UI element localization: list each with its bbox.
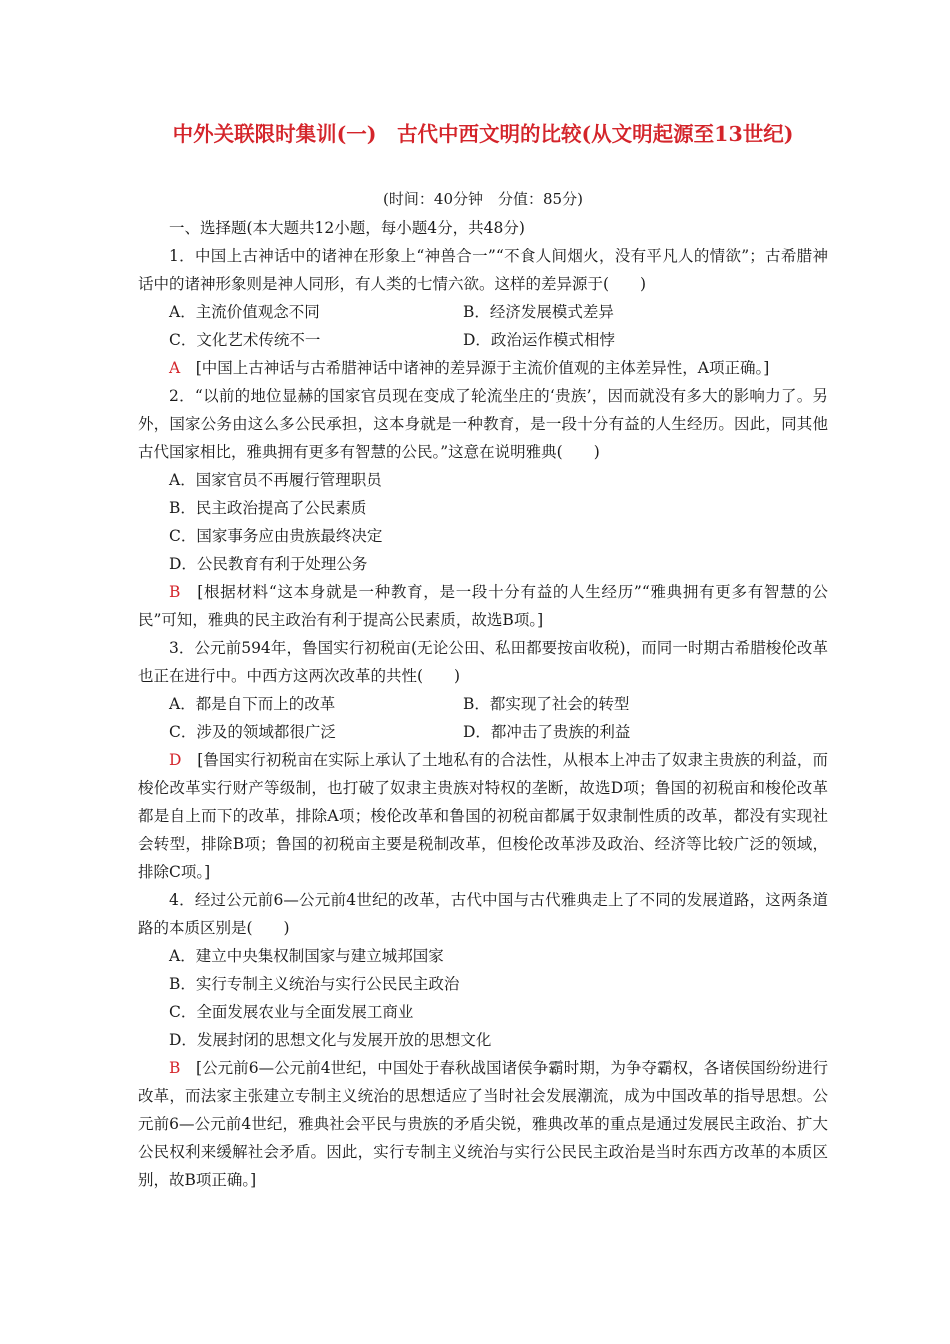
question-stem: 4．经过公元前6—公元前4世纪的改革，古代中国与古代雅典走上了不同的发展道路，这两条道路的本质区别是( )	[138, 891, 828, 937]
option-d: D．政治运作模式相悖	[463, 331, 615, 349]
answer-explanation: [鲁国实行初税亩在实际上承认了土地私有的合法性，从根本上冲击了奴隶主贵族的利益，而梭伦改革实行财产等级制，也打破了奴隶主贵族对特权的垄断，故选D项；鲁国的初税亩和梭伦改革都是自上而下的改革，排除A项；梭伦改革和鲁国的初税亩都属于奴隶制性质的改革，都没有实现社会转型，排除B项；鲁国的初税亩主要是税制改革，但梭伦改革涉及政治、经济等比较广泛的领域，排除C项。]	[138, 751, 828, 881]
time-score-info: (时间：40分钟 分值：85分)	[383, 190, 583, 208]
question-stem: 2．“以前的地位显赫的国家官员现在变成了轮流坐庄的‘贵族’，因而就没有多大的影响力了。另外，国家公务由这么多公民承担，这本身就是一种教育，是一段十分有益的人生经历。因此，同其他古代国家相比，雅典拥有更多有智慧的公民。”这意在说明雅典( )	[138, 387, 828, 461]
options-row	[138, 326, 828, 354]
answer-block	[138, 746, 828, 886]
question-2	[138, 382, 828, 634]
option-c: C．全面发展农业与全面发展工商业	[169, 1003, 414, 1021]
answer-block	[138, 1054, 828, 1194]
answer-explanation: [中国上古神话与古希腊神话中诸神的差异源于主流价值观的主体差异性，A项正确。]	[195, 359, 770, 377]
answer-letter: B	[169, 1059, 181, 1077]
question-1	[138, 242, 828, 382]
options-row	[138, 298, 828, 326]
option-a: A．建立中央集权制国家与建立城邦国家	[169, 947, 444, 965]
option-d: D．公民教育有利于处理公务	[169, 555, 368, 573]
option-c: C．涉及的领域都很广泛	[169, 723, 336, 741]
answer-block	[138, 578, 828, 634]
options-row	[138, 690, 828, 718]
answer-explanation: [根据材料“这本身就是一种教育，是一段十分有益的人生经历”“雅典拥有更多有智慧的公民”可知，雅典的民主政治有利于提高公民素质，故选B项。]	[138, 583, 828, 629]
option-c: C．国家事务应由贵族最终决定	[169, 527, 383, 545]
question-stem: 3．公元前594年，鲁国实行初税亩(无论公田、私田都要按亩收税)，而同一时期古希腊梭伦改革也正在进行中。中西方这两次改革的共性( )	[138, 639, 828, 685]
answer-letter: D	[169, 751, 182, 769]
option-d: D．都冲击了贵族的利益	[463, 723, 631, 741]
section-heading: 一、选择题(本大题共12小题，每小题4分，共48分)	[169, 219, 525, 237]
answer-letter: B	[169, 583, 181, 601]
option-b: B．民主政治提高了公民素质	[169, 499, 367, 517]
question-stem: 1．中国上古神话中的诸神在形象上“神兽合一”“不食人间烟火，没有平凡人的情欲”；古希腊神话中的诸神形象则是神人同形，有人类的七情六欲。这样的差异源于( )	[138, 247, 828, 293]
option-d: D．发展封闭的思想文化与发展开放的思想文化	[169, 1031, 492, 1049]
question-4	[138, 886, 828, 1194]
option-b: B．经济发展模式差异	[463, 303, 614, 321]
option-a: A．国家官员不再履行管理职员	[169, 471, 382, 489]
answer-letter: A	[169, 359, 181, 377]
answer-block	[138, 354, 828, 382]
answer-explanation: [公元前6—公元前4世纪，中国处于春秋战国诸侯争霸时期，为争夺霸权，各诸侯国纷纷进行改革，而法家主张建立专制主义统治的思想适应了当时社会发展潮流，成为中国改革的指导思想。公元前6—公元前4世纪，雅典社会平民与贵族的矛盾尖锐，雅典改革的重点是通过发展民主政治、扩大公民权利来缓解社会矛盾。因此，实行专制主义统治与实行公民民主政治是当时东西方改革的本质区别，故B项正确。]	[138, 1059, 828, 1189]
options-row	[138, 718, 828, 746]
page-title: 中外关联限时集训(一) 古代中西文明的比较(从文明起源至13世纪)	[172, 122, 794, 146]
option-a: A．主流价值观念不同	[169, 303, 320, 321]
option-b: B．实行专制主义统治与实行公民民主政治	[169, 975, 460, 993]
option-a: A．都是自下而上的改革	[169, 695, 336, 713]
question-3	[138, 634, 828, 886]
option-b: B．都实现了社会的转型	[463, 695, 630, 713]
option-c: C．文化艺术传统不一	[169, 331, 321, 349]
document-body	[138, 214, 828, 1194]
